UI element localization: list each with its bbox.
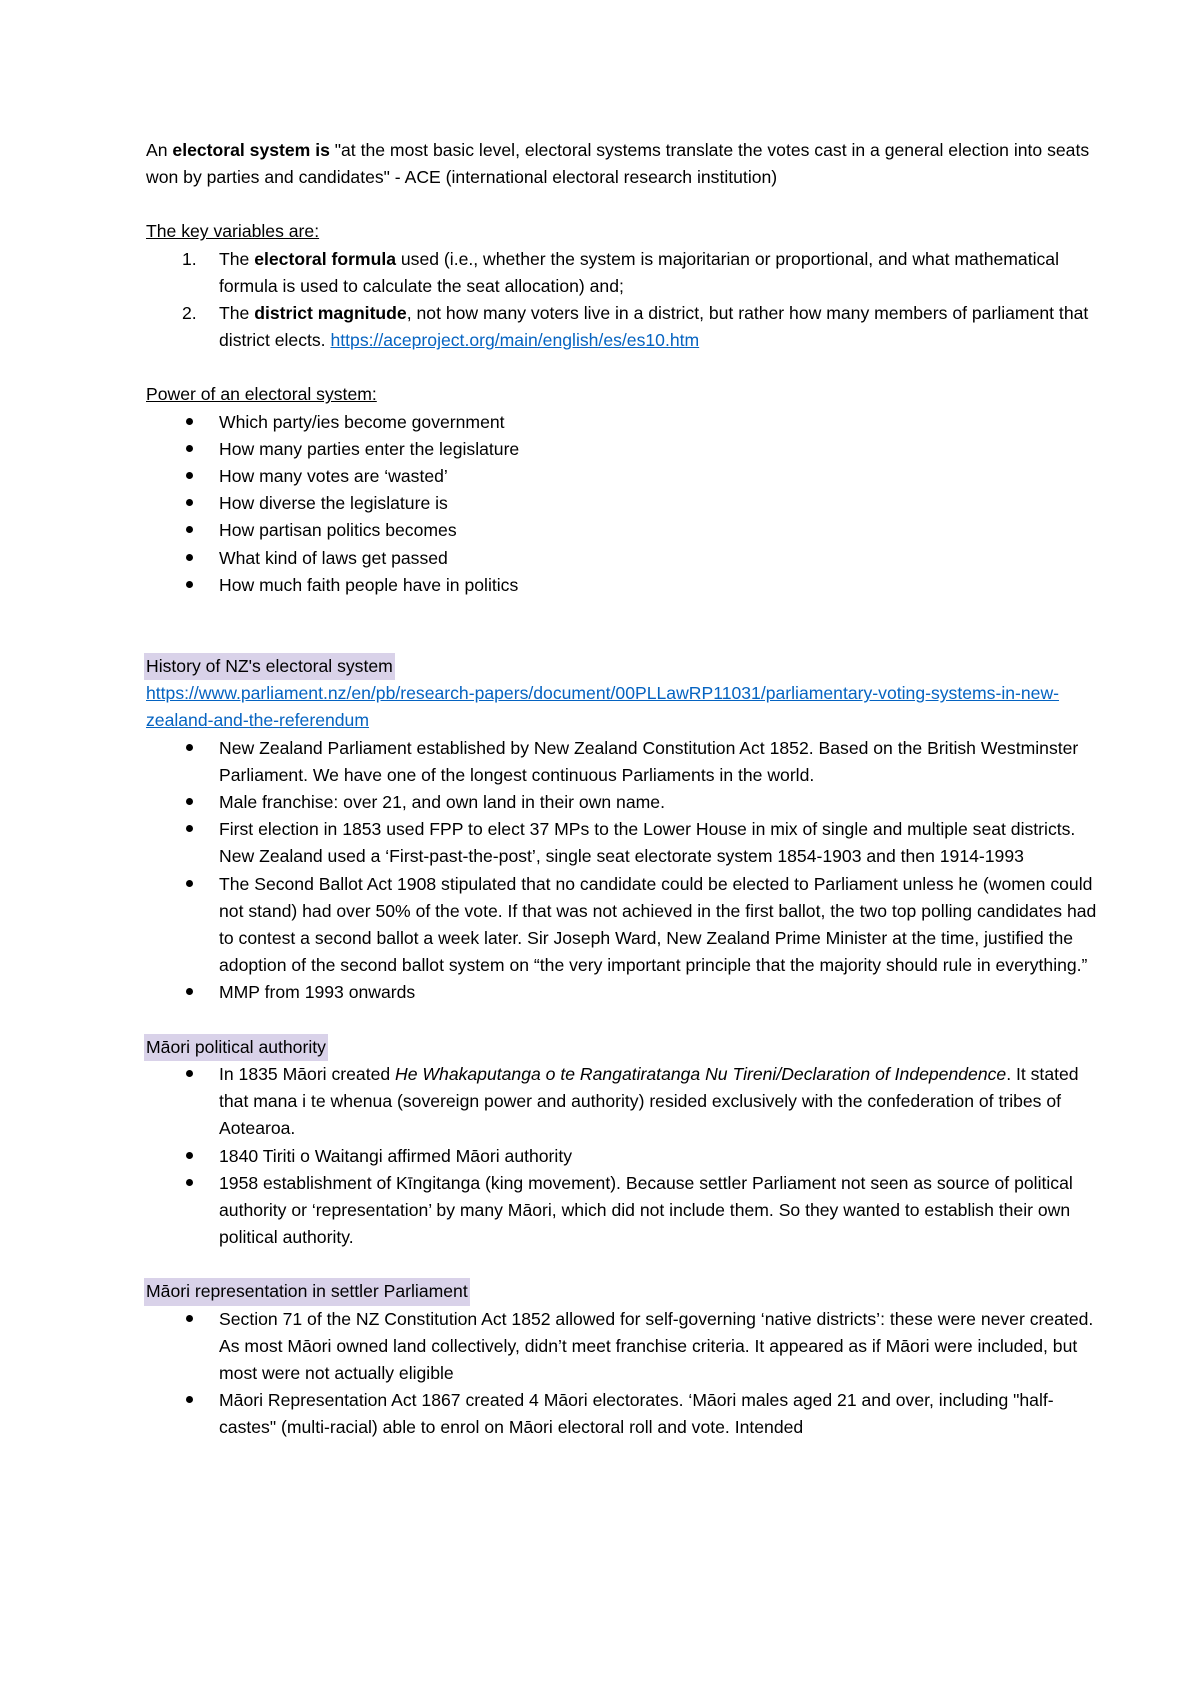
- key-variables-list: [146, 246, 1100, 355]
- bullet-icon: [186, 472, 193, 479]
- maori-authority-list: [146, 1061, 1100, 1251]
- list-item: How much faith people have in politics: [146, 572, 1100, 599]
- list-item: 1958 establishment of Kīngitanga (king movement). Because settler Parliament not seen as source of political authority or ‘representation’ by many Māori, which did not include them. So they wanted to establish their own political authority.: [146, 1170, 1100, 1252]
- history-list: [146, 735, 1100, 1007]
- bullet-icon: [186, 526, 193, 533]
- bullet-icon: [186, 880, 193, 887]
- bullet-icon: [186, 825, 193, 832]
- list-item: Section 71 of the NZ Constitution Act 1852 allowed for self-governing ‘native districts’: these were never created. As most Māori owned land collectively, didn’t meet franchise criteria. It appeared as if Māori were included, but most were not actually eligible: [146, 1306, 1100, 1388]
- bullet-icon: [186, 554, 193, 561]
- power-list: [146, 409, 1100, 599]
- power-heading: Power of an electoral system:: [146, 384, 377, 405]
- list-item: How many parties enter the legislature: [146, 436, 1100, 463]
- list-item: Which party/ies become government: [146, 409, 1100, 436]
- bullet-icon: [186, 418, 193, 425]
- bullet-icon: [186, 1179, 193, 1186]
- bullet-icon: [186, 499, 193, 506]
- list-item: 1. The electoral formula used (i.e., whether the system is majoritarian or proportional, and what mathematical formula is used to calculate the seat allocation) and;: [182, 248, 1060, 296]
- bullet-icon: [186, 1396, 193, 1403]
- list-item: 1840 Tiriti o Waitangi affirmed Māori authority: [146, 1143, 1100, 1170]
- bullet-icon: [186, 1070, 193, 1077]
- maori-representation-list: [146, 1306, 1100, 1442]
- bullet-icon: [186, 988, 193, 995]
- aceproject-link[interactable]: https://aceproject.org/main/english/es/es10.htm: [330, 330, 700, 351]
- list-item: MMP from 1993 onwards: [146, 979, 1100, 1006]
- key-variables-heading: The key variables are:: [146, 221, 320, 242]
- bullet-icon: [186, 581, 193, 588]
- list-item: Male franchise: over 21, and own land in their own name.: [146, 789, 1100, 816]
- bullet-icon: [186, 1152, 193, 1159]
- bullet-icon: [186, 445, 193, 452]
- bullet-icon: [186, 744, 193, 751]
- list-item: New Zealand Parliament established by New Zealand Constitution Act 1852. Based on the British Westminster Parliament. We have one of the longest continuous Parliaments in the world.: [146, 735, 1100, 789]
- bullet-icon: [186, 1315, 193, 1322]
- maori-representation-heading: Māori representation in settler Parliament: [146, 1278, 1100, 1305]
- list-item: Māori Representation Act 1867 created 4 Māori electorates. ‘Māori males aged 21 and over, including "half-castes" (multi-racial) able to enrol on Māori electoral roll and vote. Intended: [146, 1387, 1100, 1441]
- list-item: How many votes are ‘wasted’: [146, 463, 1100, 490]
- list-item: How partisan politics becomes: [146, 517, 1100, 544]
- list-item: First election in 1853 used FPP to elect 37 MPs to the Lower House in mix of single and multiple seat districts. New Zealand used a ‘First-past-the-post’, single seat electorate system 1854-1903 and then 1914-1993: [146, 816, 1100, 870]
- history-link-paragraph: [146, 680, 1100, 734]
- parliament-research-link[interactable]: https://www.parliament.nz/en/pb/research-papers/document/00PLLawRP11031/parliamentary-voting-systems-in-new-zealand-and-the-referendum: [146, 683, 1060, 731]
- bullet-icon: [186, 798, 193, 805]
- list-item: What kind of laws get passed: [146, 545, 1100, 572]
- maori-authority-heading: Māori political authority: [146, 1034, 1100, 1061]
- list-item: In 1835 Māori created He Whakaputanga o te Rangatiratanga Nu Tireni/Declaration of Independence. It stated that mana i te whenua (sovereign power and authority) resided exclusively with the confederation of tribes of Aotearoa.: [146, 1061, 1100, 1143]
- list-item: The Second Ballot Act 1908 stipulated that no candidate could be elected to Parliament unless he (women could not stand) had over 50% of the vote. If that was not achieved in the first ballot, the two top polling candidates had to contest a second ballot a week later. Sir Joseph Ward, New Zealand Prime Minister at the time, justified the adoption of the second ballot system on “the very important principle that the majority should rule in everything.”: [146, 871, 1100, 980]
- intro-paragraph: An electoral system is "at the most basic level, electoral systems translate the votes cast in a general election into seats won by parties and candidates" - ACE (international electoral research institution): [146, 140, 1090, 188]
- list-item: How diverse the legislature is: [146, 490, 1100, 517]
- list-item: 2. The district magnitude, not how many voters live in a district, but rather how many members of parliament that district elects. https://aceproject.org/main/english/es/es10.htm: [182, 303, 1089, 351]
- history-heading: History of NZ's electoral system: [146, 653, 1100, 680]
